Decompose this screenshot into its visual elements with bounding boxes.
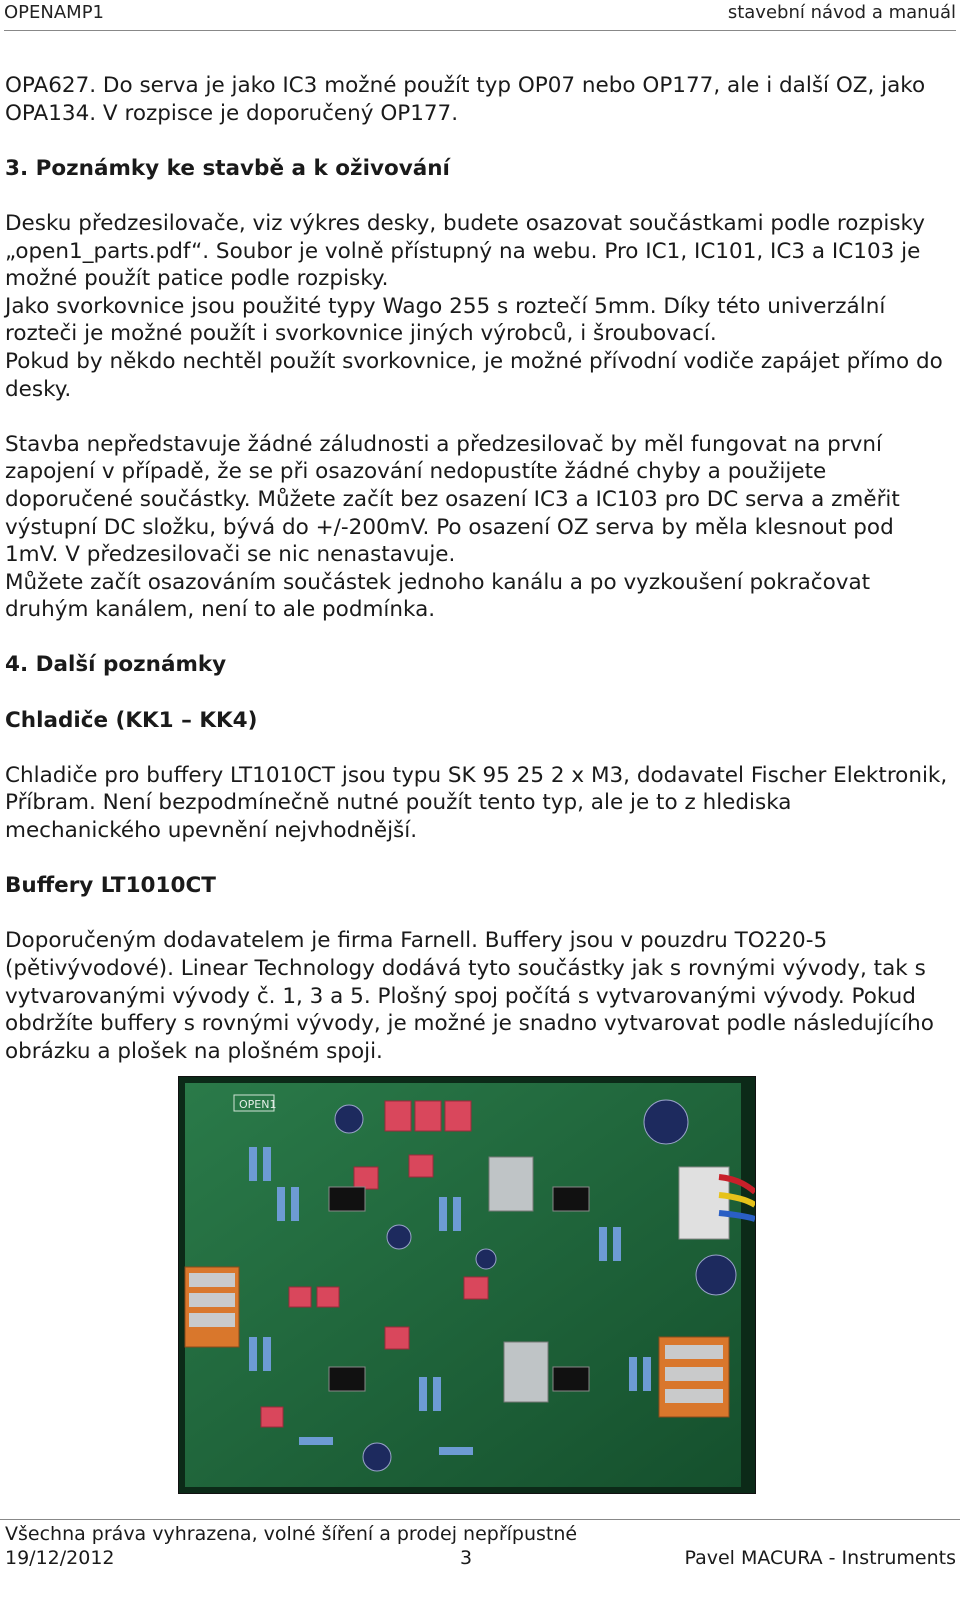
pcb-photo <box>178 1076 756 1494</box>
subheading-heatsinks: Chladiče (KK1 – KK4) <box>5 707 258 733</box>
pcb-photo-drawing <box>179 1077 755 1493</box>
header-divider <box>4 30 956 31</box>
page-footer <box>5 1522 956 1569</box>
footer-date: 19/12/2012 <box>5 1547 115 1569</box>
paragraph-buffers: Doporučeným dodavatelem je firma Farnell. Buffery jsou v pouzdru TO220-5 (pětivývodové). Linear Technology dodává tyto součástky jak s rovnými vývody, tak s vytvarovanými vývody č. 1, 3 a 5. Plošný spoj počítá s vytvarovanými vývody. Pokud obdržíte buffery s rovnými vývody, je možné je snadno vytvarovat podle následujícího obrázku a plošek na plošném spoji. <box>5 928 934 1064</box>
terminal-right-bottom <box>659 1337 729 1417</box>
footer-divider <box>0 1519 960 1520</box>
paragraph-heatsinks: Chladiče pro buffery LT1010CT jsou typu SK 95 25 2 x M3, dodavatel Fischer Elektronik, Příbram. Není bezpodmínečně nutné použít tento typ, ale je to z hlediska mechanického upevnění nejvhodnější. <box>5 762 948 844</box>
paragraph-terminals: Jako svorkovnice jsou použité typy Wago 255 s roztečí 5mm. Díky této univerzální rozteči je možné použít i svorkovnice jiných výrobců, i šroubovací. <box>5 293 886 347</box>
footer-author: Pavel MACURA - Instruments <box>684 1547 956 1569</box>
section-heading-3: 3. Poznámky ke stavbě a k oživování <box>5 155 450 181</box>
document-body <box>5 72 950 1093</box>
subheading-buffers: Buffery LT1010CT <box>5 873 216 899</box>
paragraph-servo: OPA627. Do serva je jako IC3 možné použít typ OP07 nebo OP177, ale i další OZ, jako OPA134. V rozpisce je doporučený OP177. <box>5 73 926 126</box>
page-header <box>4 0 956 32</box>
section-heading-4: 4. Další poznámky <box>5 652 227 678</box>
footer-rights: Všechna práva vyhrazena, volné šíření a prodej nepřípustné <box>5 1523 578 1545</box>
paragraph-startup: Stavba nepředstavuje žádné záludnosti a předzesilovač by měl fungovat na první zapojení v případě, že se při osazování nedopustíte žádné chyby a použijete doporučené součástky. Můžete začít bez osazení IC3 a IC103 pro DC serva a změřit výstupní DC složku, bývá do +/-200mV. Po osazení OZ serva by měla klesnout pod 1mV. V předzesilovači se nic nenastavuje. <box>5 431 900 568</box>
paragraph-soldering: Pokud by někdo nechtěl použít svorkovnice, je možné přívodní vodiče zapájet přímo do desky. <box>5 348 943 402</box>
terminal-left <box>185 1267 239 1347</box>
header-title: OPENAMP1 <box>4 2 105 23</box>
header-subtitle: stavební návod a manuál <box>727 2 956 23</box>
page-number: 3 <box>460 1547 473 1569</box>
paragraph-channels: Můžete začít osazováním součástek jednoho kanálu a po vyzkoušení pokračovat druhým kanálem, není to ale podmínka. <box>5 569 871 623</box>
board-label: OPEN1 <box>239 1098 277 1111</box>
paragraph-assembly: Desku předzesilovače, viz výkres desky, budete osazovat součástkami podle rozpisky „open1_parts.pdf“. Soubor je volně přístupný na webu. Pro IC1, IC101, IC3 a IC103 je možné použít patice podle rozpisky. <box>5 210 925 292</box>
